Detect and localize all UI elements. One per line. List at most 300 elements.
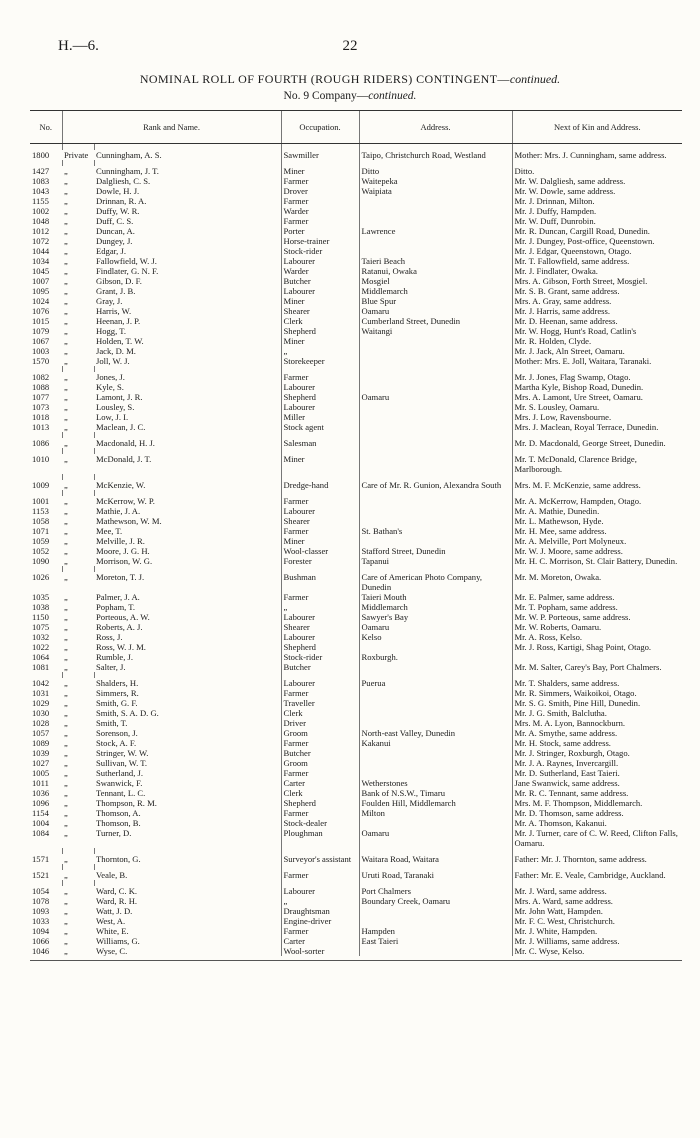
cell-occupation: Labourer — [281, 612, 359, 622]
cell-occupation: Stock agent — [281, 422, 359, 432]
cell-address: Waitara Road, Waitara — [359, 854, 512, 864]
cell-occupation: Labourer — [281, 286, 359, 296]
cell-address: Kelso — [359, 632, 512, 642]
cell-name: Dungey, J. — [96, 236, 133, 246]
table-row — [30, 412, 682, 422]
cell-address — [359, 236, 512, 246]
cell-rank: „ — [64, 256, 68, 266]
cell-next-of-kin: Mr. D. Thomson, same address. — [512, 808, 682, 818]
cell-rank: „ — [64, 622, 68, 632]
table-row — [30, 402, 682, 412]
cell-name: Dowle, H. J. — [96, 186, 140, 196]
cell-number: 1046 — [32, 946, 50, 956]
cell-next-of-kin: Martha Kyle, Bishop Road, Dunedin. — [512, 382, 682, 392]
cell-address — [359, 346, 512, 356]
cell-address: Bank of N.S.W., Timaru — [359, 788, 512, 798]
cell-name: Thomson, A. — [96, 808, 141, 818]
cell-name: Ross, J. — [96, 632, 123, 642]
cell-rank: „ — [64, 788, 68, 798]
cell-name: Mathie, J. A. — [96, 506, 141, 516]
cell-address — [359, 916, 512, 926]
cell-name: Smith, T. — [96, 718, 128, 728]
cell-number: 1042 — [32, 678, 50, 688]
cell-rank: „ — [64, 196, 68, 206]
cell-number: 1571 — [32, 854, 50, 864]
cell-occupation: Labourer — [281, 632, 359, 642]
cell-name: Williams, G. — [96, 936, 140, 946]
cell-next-of-kin: Mr. J. Ross, Kartigi, Shag Point, Otago. — [512, 642, 682, 652]
cell-occupation: Labourer — [281, 506, 359, 516]
cell-occupation: Butcher — [281, 748, 359, 758]
cell-number: 1032 — [32, 632, 50, 642]
cell-rank: „ — [64, 916, 68, 926]
cell-occupation: Farmer — [281, 496, 359, 506]
cell-rank: „ — [64, 246, 68, 256]
cell-rank: „ — [64, 662, 68, 672]
page-number: 22 — [342, 38, 358, 54]
report-code: H.—6. — [58, 38, 99, 54]
cell-address: Wetherstones — [359, 778, 512, 788]
cell-address: Taieri Beach — [359, 256, 512, 266]
cell-name: Swanwick, F. — [96, 778, 143, 788]
table-row — [30, 496, 682, 506]
cell-next-of-kin: Mr. J. Jones, Flag Swamp, Otago. — [512, 372, 682, 382]
cell-rank: „ — [64, 572, 68, 582]
cell-name: Popham, T. — [96, 602, 136, 612]
cell-next-of-kin: Mr. John Watt, Hampden. — [512, 906, 682, 916]
cell-occupation: Farmer — [281, 808, 359, 818]
cell-address — [359, 496, 512, 506]
cell-next-of-kin: Mr. F. C. West, Christchurch. — [512, 916, 682, 926]
cell-name: Stock, A. F. — [96, 738, 137, 748]
cell-name: Melville, J. R. — [96, 536, 145, 546]
cell-rank: „ — [64, 402, 68, 412]
cell-occupation: Butcher — [281, 662, 359, 672]
cell-name: Grant, J. B. — [96, 286, 136, 296]
cell-rank: „ — [64, 632, 68, 642]
cell-name: Tennant, L. C. — [96, 788, 146, 798]
cell-rank: „ — [64, 316, 68, 326]
cell-occupation: Warder — [281, 266, 359, 276]
cell-address: Care of Mr. R. Gunion, Alexandra South — [359, 480, 512, 490]
table-row — [30, 526, 682, 536]
cell-name: Wyse, C. — [96, 946, 128, 956]
cell-rank: „ — [64, 748, 68, 758]
cell-number: 1570 — [32, 356, 50, 366]
cell-occupation: Miner — [281, 296, 359, 306]
cell-number: 1088 — [32, 382, 50, 392]
cell-name: Joll, W. J. — [96, 356, 130, 366]
cell-name: Duffy, W. R. — [96, 206, 140, 216]
cell-occupation: Farmer — [281, 176, 359, 186]
table-row — [30, 870, 682, 880]
table-row — [30, 306, 682, 316]
table-row — [30, 906, 682, 916]
cell-name: Duff, C. S. — [96, 216, 134, 226]
cell-address: Sawyer's Bay — [359, 612, 512, 622]
cell-number: 1427 — [32, 166, 50, 176]
cell-next-of-kin: Mr. D. Macdonald, George Street, Dunedin. — [512, 438, 682, 448]
cell-rank: „ — [64, 438, 68, 448]
nominal-roll-table — [30, 110, 682, 956]
cell-number: 1015 — [32, 316, 50, 326]
cell-address — [359, 246, 512, 256]
cell-rank: „ — [64, 870, 68, 880]
cell-number: 1093 — [32, 906, 50, 916]
table-row — [30, 778, 682, 788]
cell-address: Port Chalmers — [359, 886, 512, 896]
cell-occupation: Labourer — [281, 382, 359, 392]
table-body — [30, 144, 682, 957]
cell-number: 1012 — [32, 226, 50, 236]
page-header — [0, 38, 700, 58]
cell-name: Ward, R. H. — [96, 896, 138, 906]
cell-next-of-kin: Mr. J. Ward, same address. — [512, 886, 682, 896]
cell-rank: „ — [64, 738, 68, 748]
cell-occupation: Drover — [281, 186, 359, 196]
cell-name: Holden, T. W. — [96, 336, 144, 346]
table-row — [30, 392, 682, 402]
table-row — [30, 748, 682, 758]
cell-rank: „ — [64, 346, 68, 356]
cell-next-of-kin: Mr. D. Sutherland, East Taieri. — [512, 768, 682, 778]
cell-next-of-kin: Mr. W. P. Porteous, same address. — [512, 612, 682, 622]
table-row — [30, 266, 682, 276]
cell-occupation: Farmer — [281, 372, 359, 382]
cell-address: Waitangi — [359, 326, 512, 336]
cell-rank: „ — [64, 926, 68, 936]
cell-address — [359, 662, 512, 672]
cell-name: Thomson, B. — [96, 818, 141, 828]
table-row — [30, 632, 682, 642]
cell-occupation: Traveller — [281, 698, 359, 708]
cell-next-of-kin: Mr. J. Dungey, Post-office, Queenstown. — [512, 236, 682, 246]
cell-occupation: Sawmiller — [281, 150, 359, 160]
cell-rank: „ — [64, 808, 68, 818]
cell-next-of-kin: Mr. J. Turner, care of C. W. Reed, Clifton Falls, Oamaru. — [512, 828, 682, 848]
table-row — [30, 946, 682, 956]
cell-next-of-kin: Mr. R. Duncan, Cargill Road, Dunedin. — [512, 226, 682, 236]
cell-name: Veale, B. — [96, 870, 128, 880]
cell-name: Sutherland, J. — [96, 768, 144, 778]
cell-address: Oamaru — [359, 392, 512, 402]
col-header-occupation: Occupation. — [281, 111, 359, 144]
cell-number: 1002 — [32, 206, 50, 216]
cell-name: Low, J. I. — [96, 412, 129, 422]
cell-rank: „ — [64, 392, 68, 402]
cell-number: 1081 — [32, 662, 50, 672]
table-row — [30, 662, 682, 672]
cell-rank: „ — [64, 728, 68, 738]
cell-occupation: Farmer — [281, 526, 359, 536]
cell-address — [359, 688, 512, 698]
cell-next-of-kin: Mrs. J. Low, Ravensbourne. — [512, 412, 682, 422]
table-row — [30, 718, 682, 728]
cell-number: 1155 — [32, 196, 49, 206]
cell-address: Oamaru — [359, 828, 512, 848]
cell-address: Waitepeka — [359, 176, 512, 186]
cell-number: 1044 — [32, 246, 50, 256]
cell-rank: „ — [64, 718, 68, 728]
cell-address: Lawrence — [359, 226, 512, 236]
cell-address — [359, 382, 512, 392]
cell-name: Harris, W. — [96, 306, 132, 316]
cell-next-of-kin: Mr. R. Holden, Clyde. — [512, 336, 682, 346]
cell-rank: „ — [64, 526, 68, 536]
cell-name: Moreton, T. J. — [96, 572, 145, 582]
col-header-kin: Next of Kin and Address. — [512, 111, 682, 144]
table-row — [30, 602, 682, 612]
cell-name: Edgar, J. — [96, 246, 126, 256]
cell-rank: „ — [64, 306, 68, 316]
cell-rank: „ — [64, 768, 68, 778]
cell-number: 1052 — [32, 546, 50, 556]
cell-name: Roberts, A. J. — [96, 622, 143, 632]
cell-next-of-kin: Mr. E. Palmer, same address. — [512, 592, 682, 602]
cell-name: Watt, J. D. — [96, 906, 133, 916]
cell-name: Cunningham, A. S. — [96, 150, 162, 160]
cell-next-of-kin: Mr. A. Ross, Kelso. — [512, 632, 682, 642]
bottom-rule — [30, 960, 682, 961]
table-row — [30, 216, 682, 226]
cell-name: Findlater, G. N. F. — [96, 266, 159, 276]
cell-number: 1028 — [32, 718, 50, 728]
cell-rank: „ — [64, 678, 68, 688]
subtitle-main: No. 9 Company— — [283, 90, 369, 102]
cell-name: Smith, G. F. — [96, 698, 138, 708]
cell-rank: „ — [64, 166, 68, 176]
cell-next-of-kin: Mr. W. Roberts, Oamaru. — [512, 622, 682, 632]
cell-address: Oamaru — [359, 622, 512, 632]
cell-next-of-kin: Mr. J. Drinnan, Milton. — [512, 196, 682, 206]
cell-next-of-kin: Mr. T. Shalders, same address. — [512, 678, 682, 688]
cell-next-of-kin: Mr. J. A. Raynes, Invercargill. — [512, 758, 682, 768]
cell-rank: „ — [64, 602, 68, 612]
cell-address: East Taieri — [359, 936, 512, 946]
cell-next-of-kin: Mrs. M. A. Lyon, Bannockburn. — [512, 718, 682, 728]
cell-name: Sorenson, J. — [96, 728, 138, 738]
table-row — [30, 728, 682, 738]
cell-rank: „ — [64, 536, 68, 546]
cell-name: Gray, J. — [96, 296, 123, 306]
cell-occupation: Draughtsman — [281, 906, 359, 916]
table-row — [30, 642, 682, 652]
cell-name: Ross, W. J. M. — [96, 642, 146, 652]
cell-number: 1078 — [32, 896, 50, 906]
cell-number: 1013 — [32, 422, 50, 432]
table-row — [30, 438, 682, 448]
table-row — [30, 592, 682, 602]
cell-next-of-kin: Mr. H. Mee, same address. — [512, 526, 682, 536]
cell-next-of-kin: Mr. S. B. Grant, same address. — [512, 286, 682, 296]
cell-next-of-kin: Mr. S. Lousley, Oamaru. — [512, 402, 682, 412]
cell-name: West, A. — [96, 916, 126, 926]
cell-address: Mosgiel — [359, 276, 512, 286]
cell-address: Middlemarch — [359, 602, 512, 612]
cell-number: 1073 — [32, 402, 50, 412]
cell-next-of-kin: Mrs. M. F. McKenzie, same address. — [512, 480, 682, 490]
table-row — [30, 622, 682, 632]
cell-occupation: Shearer — [281, 306, 359, 316]
table-row — [30, 246, 682, 256]
cell-number: 1077 — [32, 392, 50, 402]
cell-occupation: Clerk — [281, 316, 359, 326]
table-row — [30, 556, 682, 566]
col-header-no: No. — [30, 111, 62, 144]
cell-name: Lamont, J. R. — [96, 392, 143, 402]
cell-number: 1082 — [32, 372, 50, 382]
cell-occupation: Forester — [281, 556, 359, 566]
table-row — [30, 176, 682, 186]
cell-address: Stafford Street, Dunedin — [359, 546, 512, 556]
col-header-address: Address. — [359, 111, 512, 144]
cell-address — [359, 906, 512, 916]
table-row — [30, 196, 682, 206]
cell-address — [359, 206, 512, 216]
cell-next-of-kin: Mr. H. Stock, same address. — [512, 738, 682, 748]
table-row — [30, 316, 682, 326]
cell-name: Smith, S. A. D. G. — [96, 708, 159, 718]
cell-number: 1067 — [32, 336, 50, 346]
cell-occupation: Groom — [281, 758, 359, 768]
cell-occupation: Farmer — [281, 768, 359, 778]
cell-address — [359, 372, 512, 382]
cell-occupation: Labourer — [281, 886, 359, 896]
cell-occupation: Labourer — [281, 256, 359, 266]
cell-next-of-kin: Mother: Mrs. E. Joll, Waitara, Taranaki. — [512, 356, 682, 366]
cell-address: Puerua — [359, 678, 512, 688]
cell-name: Stringer, W. W. — [96, 748, 149, 758]
cell-number: 1029 — [32, 698, 50, 708]
table-row — [30, 276, 682, 286]
cell-next-of-kin: Mr. M. Salter, Carey's Bay, Port Chalmers. — [512, 662, 682, 672]
cell-number: 1036 — [32, 788, 50, 798]
cell-rank: „ — [64, 372, 68, 382]
cell-rank: „ — [64, 652, 68, 662]
table-row — [30, 150, 682, 160]
table-row — [30, 326, 682, 336]
cell-name: Salter, J. — [96, 662, 126, 672]
cell-rank: „ — [64, 906, 68, 916]
cell-name: Maclean, J. C. — [96, 422, 146, 432]
cell-occupation: Carter — [281, 778, 359, 788]
title-continued: continued. — [509, 72, 561, 86]
cell-occupation: Miner — [281, 454, 359, 474]
table-row — [30, 236, 682, 246]
cell-rank: „ — [64, 886, 68, 896]
cell-occupation: Shepherd — [281, 642, 359, 652]
cell-address: Taipo, Christchurch Road, Westland — [359, 150, 512, 160]
table-row — [30, 480, 682, 490]
table-row — [30, 296, 682, 306]
table-row — [30, 926, 682, 936]
table-row — [30, 372, 682, 382]
cell-occupation: Farmer — [281, 926, 359, 936]
cell-next-of-kin: Mr. W. Dalgliesh, same address. — [512, 176, 682, 186]
cell-name: Simmers, R. — [96, 688, 139, 698]
cell-rank: „ — [64, 454, 68, 464]
cell-address — [359, 412, 512, 422]
table-row — [30, 854, 682, 864]
cell-rank: „ — [64, 382, 68, 392]
table-row — [30, 828, 682, 848]
cell-next-of-kin: Ditto. — [512, 166, 682, 176]
cell-address: Ditto — [359, 166, 512, 176]
cell-rank: „ — [64, 758, 68, 768]
cell-occupation: Farmer — [281, 196, 359, 206]
cell-number: 1084 — [32, 828, 50, 838]
cell-next-of-kin: Mr. R. Simmers, Waikoikoi, Otago. — [512, 688, 682, 698]
cell-rank: „ — [64, 236, 68, 246]
cell-occupation: Stock-dealer — [281, 818, 359, 828]
cell-address — [359, 698, 512, 708]
cell-number: 1521 — [32, 870, 50, 880]
cell-rank: „ — [64, 336, 68, 346]
cell-address — [359, 718, 512, 728]
cell-number: 1045 — [32, 266, 50, 276]
cell-rank: „ — [64, 854, 68, 864]
cell-address: Uruti Road, Taranaki — [359, 870, 512, 880]
cell-occupation: Farmer — [281, 592, 359, 602]
table-row — [30, 506, 682, 516]
cell-rank: „ — [64, 326, 68, 336]
cell-address — [359, 708, 512, 718]
cell-occupation: Wool-sorter — [281, 946, 359, 956]
cell-next-of-kin — [512, 652, 682, 662]
cell-address — [359, 422, 512, 432]
cell-number: 1031 — [32, 688, 50, 698]
cell-address: Boundary Creek, Oamaru — [359, 896, 512, 906]
cell-number: 1153 — [32, 506, 49, 516]
cell-rank: „ — [64, 286, 68, 296]
cell-address — [359, 758, 512, 768]
cell-number: 1059 — [32, 536, 50, 546]
cell-number: 1043 — [32, 186, 50, 196]
table-row — [30, 422, 682, 432]
cell-rank: „ — [64, 592, 68, 602]
cell-name: Lousley, S. — [96, 402, 135, 412]
cell-number: 1058 — [32, 516, 50, 526]
cell-next-of-kin: Mr. M. Moreton, Owaka. — [512, 572, 682, 592]
cell-number: 1038 — [32, 602, 50, 612]
cell-name: Heenan, J. P. — [96, 316, 141, 326]
table-row — [30, 612, 682, 622]
cell-next-of-kin: Mr. J. Edgar, Queenstown, Otago. — [512, 246, 682, 256]
cell-next-of-kin: Mr. A. Smythe, same address. — [512, 728, 682, 738]
cell-number: 1094 — [32, 926, 50, 936]
cell-number: 1089 — [32, 738, 50, 748]
cell-occupation: Labourer — [281, 678, 359, 688]
cell-rank: „ — [64, 356, 68, 366]
cell-occupation: Clerk — [281, 788, 359, 798]
cell-name: Turner, D. — [96, 828, 132, 838]
cell-address — [359, 336, 512, 346]
cell-number: 1039 — [32, 748, 50, 758]
cell-number: 1096 — [32, 798, 50, 808]
table-row — [30, 768, 682, 778]
cell-address — [359, 506, 512, 516]
table-row — [30, 454, 682, 474]
cell-rank: „ — [64, 422, 68, 432]
cell-number: 1010 — [32, 454, 50, 464]
cell-next-of-kin: Mrs. M. F. Thompson, Middlemarch. — [512, 798, 682, 808]
cell-number: 1011 — [32, 778, 49, 788]
cell-next-of-kin: Mr. J. Duffy, Hampden. — [512, 206, 682, 216]
cell-next-of-kin: Mr. J. Williams, same address. — [512, 936, 682, 946]
cell-number: 1066 — [32, 936, 50, 946]
cell-next-of-kin: Mrs. A. Lamont, Ure Street, Oamaru. — [512, 392, 682, 402]
cell-next-of-kin: Mr. J. Harris, same address. — [512, 306, 682, 316]
